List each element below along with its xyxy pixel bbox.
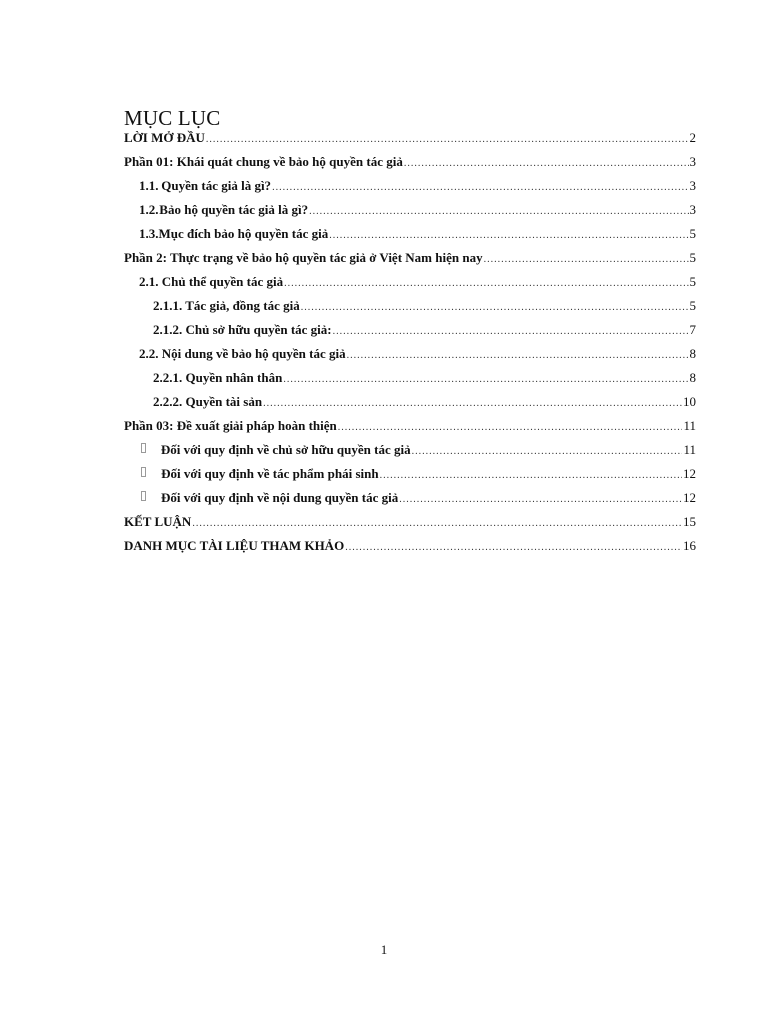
- toc-entry[interactable]: [124, 250, 696, 270]
- bullet-square-icon: [141, 443, 146, 453]
- toc-leader-dots: [412, 446, 683, 457]
- toc-entry-page: 7: [689, 322, 696, 337]
- toc-entry-page: 8: [689, 370, 696, 385]
- toc-leader-dots: [484, 254, 689, 265]
- toc-entry[interactable]: [141, 466, 696, 486]
- toc-entry-label: Phần 01: Khái quát chung về bảo hộ quyền tác giả: [124, 154, 403, 169]
- toc-entry-label: Đối với quy định về nội dung quyền tác giả: [160, 490, 399, 505]
- toc-entry-label: 2.2.2. Quyền tài sản: [153, 394, 263, 409]
- toc-entry[interactable]: [124, 514, 696, 534]
- toc-entry-page: 5: [689, 274, 696, 289]
- toc-leader-dots: [338, 422, 683, 433]
- toc-entry[interactable]: [124, 130, 696, 150]
- toc-leader-dots: [404, 158, 689, 169]
- toc-leader-dots: [301, 302, 689, 313]
- toc-entry-page: 16: [683, 538, 696, 553]
- bullet-square-icon: [141, 491, 146, 501]
- toc-leader-dots: [345, 542, 682, 553]
- toc-entry-label: 2.2.1. Quyền nhân thân: [153, 370, 283, 385]
- toc-entry-label: 2.1.1. Tác giả, đồng tác giả: [153, 298, 300, 313]
- toc-entry-label: Quyền tác giả là gì?: [161, 178, 272, 193]
- toc-entry[interactable]: [139, 226, 696, 246]
- toc-entry[interactable]: [153, 322, 696, 342]
- toc-entry-page: 2: [689, 130, 696, 145]
- toc-leader-dots: [329, 230, 688, 241]
- toc-entry-label: Phần 2: Thực trạng về bảo hộ quyền tác giả ở Việt Nam hiện nay: [124, 250, 483, 265]
- toc-entry-page: 12: [683, 490, 696, 505]
- toc-entry[interactable]: [141, 490, 696, 510]
- bullet-square-icon: [141, 467, 146, 477]
- toc-leader-dots: [284, 278, 688, 289]
- toc-entry-label: Đối với quy định về chủ sở hữu quyền tác giả: [160, 442, 411, 457]
- toc-entry-page: 12: [683, 466, 696, 481]
- toc-entry[interactable]: [139, 346, 696, 366]
- toc-entry-page: 3: [689, 202, 696, 217]
- toc-entry-page: 10: [683, 394, 696, 409]
- toc-entry[interactable]: [153, 394, 696, 414]
- toc-entry-page: 11: [683, 442, 696, 457]
- toc-leader-dots: [399, 494, 682, 505]
- toc-leader-dots: [263, 398, 682, 409]
- toc-entry-label: Phần 03: Đề xuất giải pháp hoàn thiện: [124, 418, 337, 433]
- toc-entry-label: Bảo hộ quyền tác giả là gì?: [159, 202, 309, 217]
- toc-entry-page: 3: [689, 178, 696, 193]
- toc-entry-label: KẾT LUẬN: [124, 514, 192, 529]
- toc-title: MỤC LỤC: [124, 106, 221, 130]
- toc-entry-page: 5: [689, 298, 696, 313]
- toc-leader-dots: [283, 374, 688, 385]
- toc-entry[interactable]: [139, 178, 696, 198]
- toc-entry[interactable]: [153, 298, 696, 318]
- toc-entry-page: 8: [689, 346, 696, 361]
- toc-entry[interactable]: [139, 202, 696, 222]
- toc-entry-label: 2.2. Nội dung về bảo hộ quyền tác giả: [139, 346, 346, 361]
- toc-entry-label: DANH MỤC TÀI LIỆU THAM KHẢO: [124, 538, 345, 553]
- toc-entry-number: 1.2.: [139, 202, 159, 217]
- toc-entry-label: 2.1. Chủ thể quyền tác giả: [139, 274, 284, 289]
- toc-entry-label: 2.1.2. Chủ sở hữu quyền tác giả:: [153, 322, 332, 337]
- toc-entry-page: 5: [689, 250, 696, 265]
- toc-entry[interactable]: [124, 418, 696, 438]
- toc-entry-number: 1.3.: [139, 226, 159, 241]
- toc-leader-dots: [192, 518, 682, 529]
- toc-leader-dots: [347, 350, 689, 361]
- page-number: 1: [380, 942, 388, 957]
- toc-entry-page: 3: [689, 154, 696, 169]
- toc-leader-dots: [380, 470, 682, 481]
- toc-entry-label: Đối với quy định về tác phẩm phái sinh: [161, 466, 379, 481]
- toc-leader-dots: [206, 134, 689, 145]
- toc-leader-dots: [333, 326, 689, 337]
- toc-leader-dots: [309, 206, 688, 217]
- toc-entry[interactable]: [141, 442, 696, 462]
- toc-entry[interactable]: [124, 154, 696, 174]
- toc-entry-page: 5: [689, 226, 696, 241]
- toc-entry[interactable]: [139, 274, 696, 294]
- toc-entry[interactable]: [124, 538, 696, 558]
- toc-leader-dots: [272, 182, 688, 193]
- toc-entry-number: 1.1.: [139, 178, 159, 193]
- toc-entry[interactable]: [153, 370, 696, 390]
- toc-entry-page: 11: [683, 418, 696, 433]
- toc-entry-page: 15: [683, 514, 696, 529]
- toc-entry-label: LỜI MỞ ĐẦU: [124, 130, 205, 145]
- toc-entry-label: Mục đích bảo hộ quyền tác giả: [158, 226, 329, 241]
